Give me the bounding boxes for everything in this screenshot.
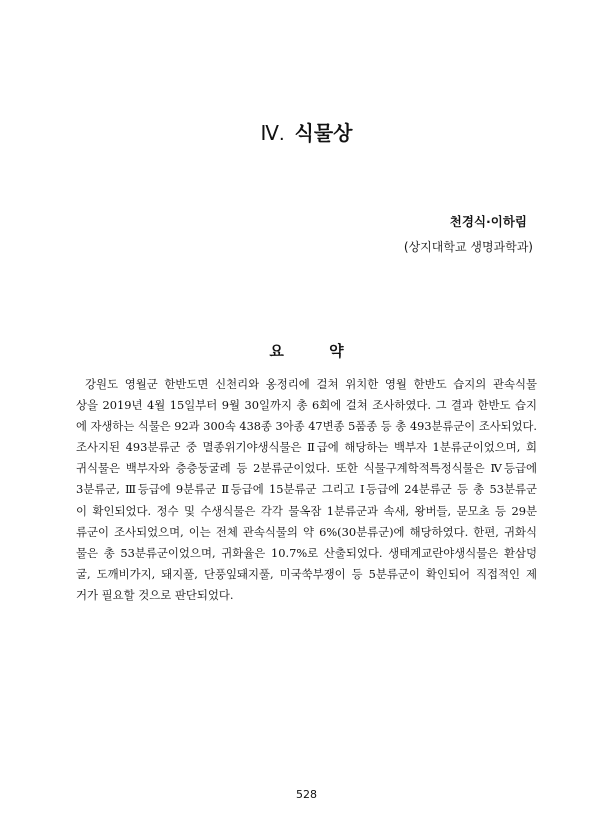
abstract-line: 물은 총 53분류군이었으며, 귀화율은 10.7%로 산출되었다. 생태계교란야생식물은 환삼덩 (76, 545, 537, 560)
abstract-line: 강원도 영월군 한반도면 신천리와 옹정리에 걸쳐 위치한 영월 한반도 습지의 관속식물 (85, 377, 537, 391)
chapter-title (0, 118, 613, 149)
abstract-line: 3분류군, Ⅲ등급에 9분류군 Ⅱ등급에 15분류군 그리고 Ⅰ등급에 24분류군 등 총 53분류군 (76, 482, 537, 497)
abstract-line: 굴, 도깨비가지, 돼지풀, 단풍잎돼지풀, 미국쑥부쟁이 등 5분류군이 확인되어 직접적인 제 (76, 566, 537, 581)
affiliation: (상지대학교 생명과학과) (403, 240, 533, 254)
abstract-line: 류군이 조사되었으며, 이는 전체 관속식물의 약 6%(30분류군)에 해당하였다. 한편, 귀화식 (76, 524, 537, 539)
page-number: 528 (296, 788, 317, 801)
abstract-line: 거가 필요할 것으로 판단되었다. (76, 587, 234, 602)
abstract-line: 상을 2019년 4월 15일부터 9월 30일까지 총 6회에 걸쳐 조사하였다. 그 결과 한반도 습지 (76, 398, 537, 413)
chapter-name: 식물상 (294, 121, 353, 145)
abstract-heading: 요 약 (269, 342, 364, 360)
abstract-line: 귀식물은 백부자와 층층둥굴레 등 2분류군이었다. 또한 식물구계학적특정식물은 Ⅳ등급에 (76, 461, 537, 476)
abstract-body (76, 374, 537, 606)
abstract-line: 에 자생하는 식물은 92과 300속 438종 3아종 47변종 5품종 등 총 493분류군이 조사되었다. (76, 420, 537, 434)
abstract-line: 조사지된 493분류군 중 멸종위기야생식물은 Ⅱ급에 해당하는 백부자 1분류군이었으며, 희 (76, 440, 537, 455)
authors: 천경식·이하림 (449, 214, 527, 229)
abstract-line: 이 확인되었다. 정수 및 수생식물은 각각 물옥잠 1분류군과 속새, 왕버들, 문모초 등 29분 (76, 503, 537, 518)
chapter-number: Ⅳ. (260, 123, 285, 145)
